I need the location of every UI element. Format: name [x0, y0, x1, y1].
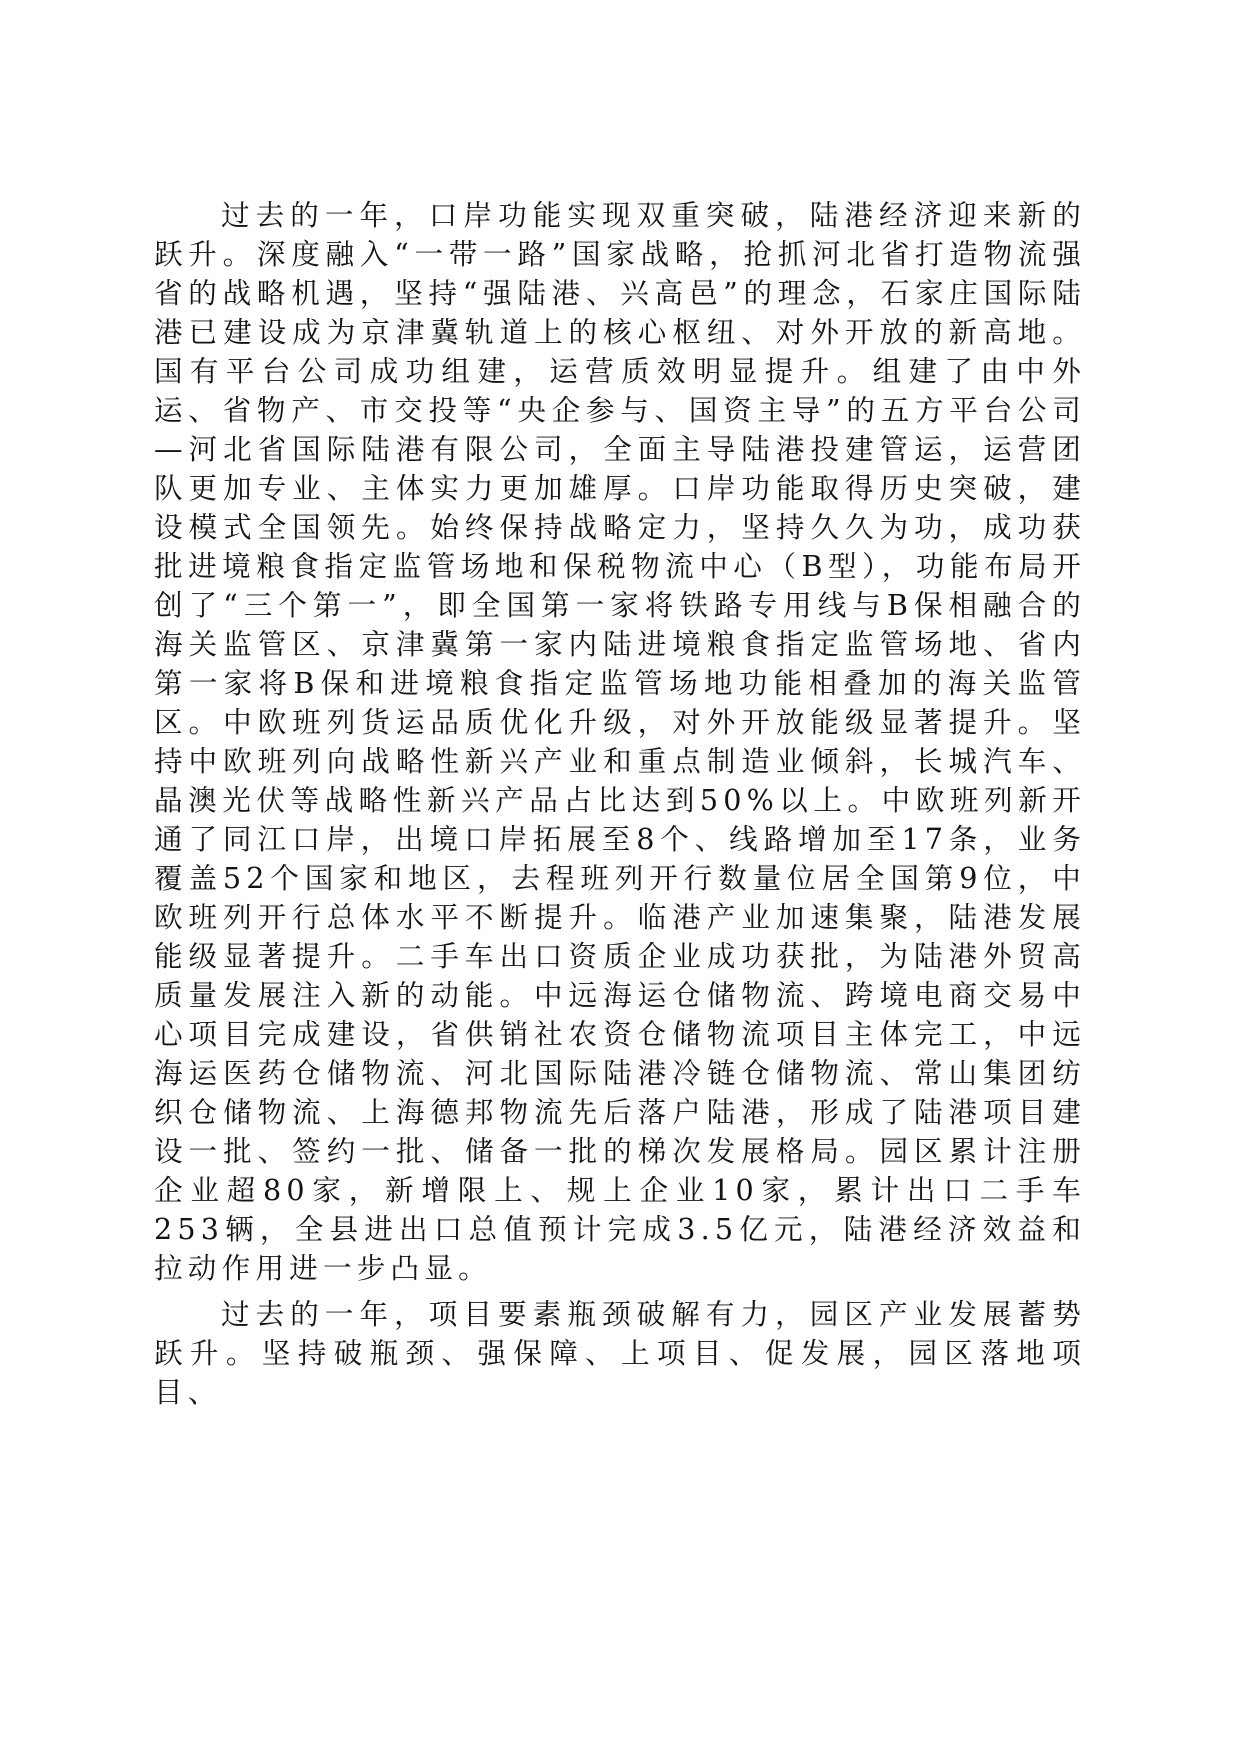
paragraph-land-port-economy: 过去的一年，口岸功能实现双重突破，陆港经济迎来新的跃升。深度融入“一带一路”国家战略，抢抓河北省打造物流强省的战略机遇，坚持“强陆港、兴高邑”的理念，石家庄国际陆港已建设成为京津冀轨道上的核心枢纽、对外开放的新高地。国有平台公司成功组建，运营质效明显提升。组建了由中外运、省物产、市交投等“央企参与、国资主导”的五方平台公司—河北省国际陆港有限公司，全面主导陆港投建管运，运营团队更加专业、主体实力更加雄厚。口岸功能取得历史突破，建设模式全国领先。始终保持战略定力，坚持久久为功，成功获批进境粮食指定监管场地和保税物流中心（B型），功能布局开创了“三个第一”，即全国第一家将铁路专用线与B保相融合的海关监管区、京津冀第一家内陆进境粮食指定监管场地、省内第一家将B保和进境粮食指定监管场地功能相叠加的海关监管区。中欧班列货运品质优化升级，对外开放能级显著提升。坚持中欧班列向战略性新兴产业和重点制造业倾斜，长城汽车、晶澳光伏等战略性新兴产品占比达到50%以上。中欧班列新开通了同江口岸，出境口岸拓展至8个、线路增加至17条，业务覆盖52个国家和地区，去程班列开行数量位居全国第9位，中欧班列开行总体水平不断提升。临港产业加速集聚，陆港发展能级显著提升。二手车出口资质企业成功获批，为陆港外贸高质量发展注入新的动能。中远海运仓储物流、跨境电商交易中心项目完成建设，省供销社农资仓储物流项目主体完工，中远海运医药仓储物流、河北国际陆港冷链仓储物流、常山集团纺织仓储物流、上海德邦物流先后落户陆港，形成了陆港项目建设一批、签约一批、储备一批的梯次发展格局。园区累计注册企业超80家，新增限上、规上企业10家，累计出口二手车253辆，全县进出口总值预计完成3.5亿元，陆港经济效益和拉动作用进一步凸显。	[154, 198, 1086, 1285]
document-body	[154, 196, 1086, 1412]
paragraph-project-bottlenecks: 过去的一年，项目要素瓶颈破解有力，园区产业发展蓄势跃升。坚持破瓶颈、强保障、上项目、促发展，园区落地项目、	[154, 1297, 1086, 1409]
